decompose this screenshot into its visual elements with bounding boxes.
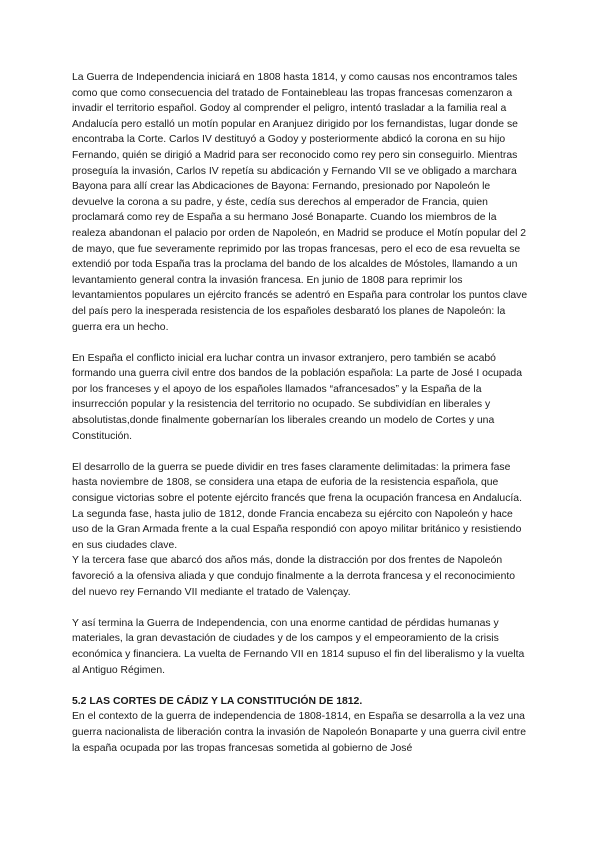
paragraph-gap xyxy=(72,335,528,351)
paragraph-phase-one: El desarrollo de la guerra se puede dividir en tres fases claramente delimitadas: la primera fase hasta noviembre de 1808, se considera una etapa de euforia de la resistencia española, que consigue victorias sobre el potente ejército francés que frena la ocupación francesa en Andalucía. xyxy=(72,461,522,505)
paragraph-cortes-context: En el contexto de la guerra de independencia de 1808-1814, en España se desarrolla a la vez una guerra nacionalista de liberación contra la invasión de Napoleón Bonaparte y una guerra civil entre la españa ocupada por las tropas francesas sometida al gobierno de José xyxy=(72,711,527,754)
paragraph-war-causes: La Guerra de Independencia iniciará en 1808 hasta 1814, y como causas nos encontramos tales como que como consecuencia del tratado de Fontainebleau las tropas francesas comenzaron a invadir el territorio español. Godoy al comprender el peligro, intentó trasladar a la familia real a Andalucía pero estalló un motín popular en Aranjuez dirigido por los fernandistas, lugar donde se encontraba la Corte. Carlos IV destituyó a Godoy y posteriormente abdicó la corona en su hijo Fernando, quién se dirigió a Madrid para ser reconocido como rey pero sin conseguirlo. Mientras proseguía la invasión, Carlos IV repetía su abdicación y Fernando VII se ve obligado a marchara Bayona para allí crear las Abdicaciones de Bayona: Fernando, presionado por Napoleón le devuelve la corona a su padre, y éste, cedía sus derechos al emperador de Francia, quien proclamará como rey de España a su hermano José Bonaparte. Cuando los miembros de la realeza abandonan el palacio por orden de Napoleón, en Madrid se produce el Motín popular del 2 de mayo, que fue severamente reprimido por las tropas francesas, pero el eco de esa revuelta se extendió por toda España tras la proclama del bando de los alcaldes de Móstoles, llamando a un levantamiento general contra la invasión francesa. En junio de 1808 para reprimir los levantamientos populares un ejército francés se adentró en España para controlar los puntos clave del país pero la inesperada resistencia de los españoles desbarató los planes de Napoleón: la guerra era un hecho. xyxy=(72,72,528,333)
paragraph-phase-two: La segunda fase, hasta julio de 1812, donde Francia encabeza su ejército con Napoleón y hace uso de la Gran Armada frente a la cual España respondió con apoyo militar británico y resistiendo en sus ciudades clave. xyxy=(72,508,522,551)
paragraph-war-end: Y así termina la Guerra de Independencia, con una enorme cantidad de pérdidas humanas y materiales, la gran devastación de ciudades y de los campos y el empeoramiento de la crisis económica y financiera. La vuelta de Fernando VII en 1814 supuso el fin del liberalismo y la vuelta al Antiguo Régimen. xyxy=(72,617,525,676)
paragraph-gap xyxy=(72,444,528,460)
paragraph-gap xyxy=(72,600,528,616)
paragraph-phase-three: Y la tercera fase que abarcó dos años más, donde la distracción por dos frentes de Napoleón favoreció a la ofensiva aliada y que condujo finalmente a la derrota francesa y el reconocimiento del nuevo rey Fernando VII mediante el tratado de Valençay. xyxy=(72,555,516,598)
paragraph-civil-war: En España el conflicto inicial era luchar contra un invasor extranjero, pero también se acabó formando una guerra civil entre dos bandos de la población española: La parte de José I ocupada por los franceses y el apoyo de los españoles llamados “afrancesados” y la España de la insurrección popular y la resistencia del territorio no ocupado. Se subdividían en liberales y absolutistas,donde finalmente gobernarían los liberales creando un modelo de Cortes y una Constitución. xyxy=(72,352,522,442)
document-page xyxy=(72,70,528,756)
section-heading: 5.2 LAS CORTES DE CÁDIZ Y LA CONSTITUCIÓN DE 1812. xyxy=(72,695,363,707)
paragraph-gap xyxy=(72,678,528,694)
